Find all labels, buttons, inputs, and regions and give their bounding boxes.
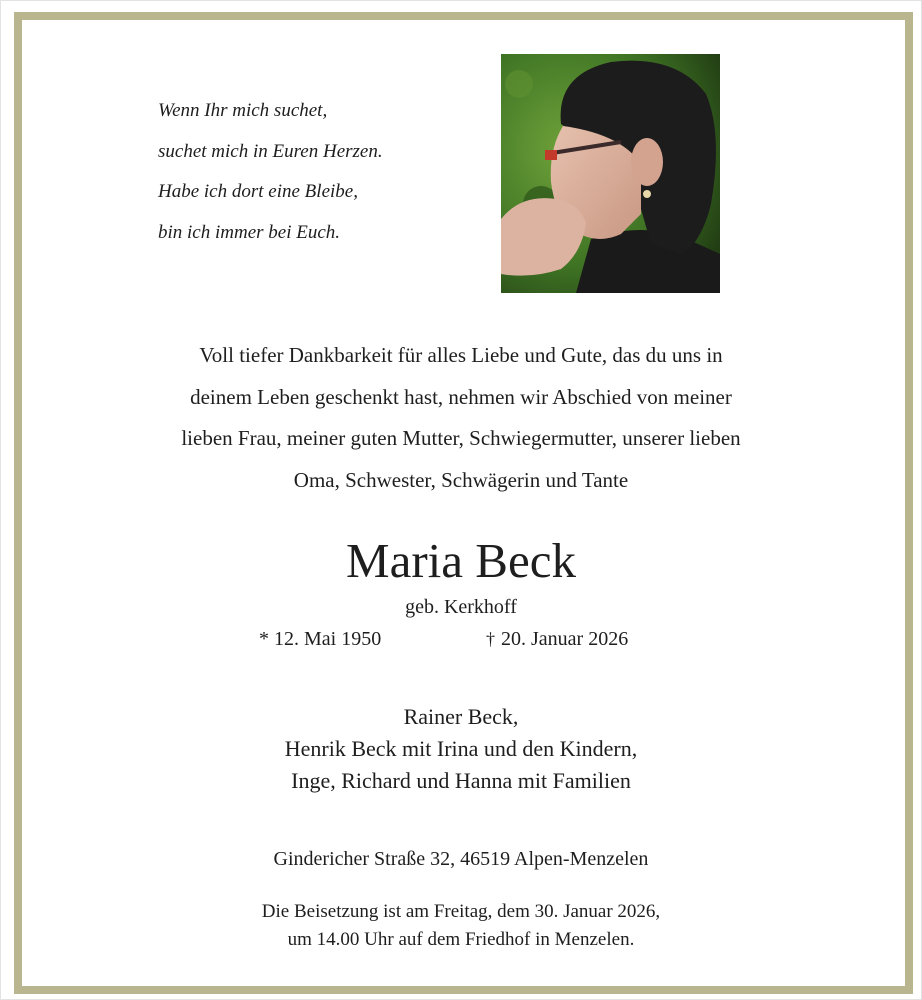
poem-line: bin ich immer bei Euch.	[158, 221, 341, 243]
cross-icon: †	[486, 629, 495, 649]
portrait-photo	[501, 54, 720, 293]
intro-text	[0, 338, 922, 504]
deceased-name: Maria Beck	[346, 533, 576, 588]
burial-line: um 14.00 Uhr auf dem Friedhof in Menzelen.	[287, 929, 635, 950]
intro-line: deinem Leben geschenkt hast, nehmen wir Abschied von meiner	[190, 384, 732, 409]
intro-line: Oma, Schwester, Schwägerin und Tante	[293, 467, 629, 492]
address: Gindericher Straße 32, 46519 Alpen-Menzelen	[273, 848, 649, 870]
poem	[158, 96, 478, 258]
intro-line: Voll tiefer Dankbarkeit für alles Liebe und Gute, das du uns in	[199, 343, 723, 367]
poem-line: Wenn Ihr mich suchet,	[158, 100, 328, 121]
birth-date: * 12. Mai 1950	[259, 628, 382, 650]
death-date-group	[486, 623, 628, 655]
maiden-name: geb. Kerkhoff	[405, 596, 517, 618]
poem-line: suchet mich in Euren Herzen.	[158, 140, 383, 162]
mourner-line: Inge, Richard und Hanna mit Familien	[291, 768, 631, 793]
burial-line: Die Beisetzung ist am Freitag, dem 30. Januar 2026,	[261, 901, 661, 922]
mourner-line: Henrik Beck mit Irina und den Kindern,	[284, 736, 638, 761]
mourner-line: Rainer Beck,	[403, 704, 519, 729]
death-date: 20. Januar 2026	[501, 628, 629, 650]
intro-line: lieben Frau, meiner guten Mutter, Schwiegermutter, unserer lieben	[181, 426, 741, 450]
poem-line: Habe ich dort eine Bleibe,	[158, 181, 358, 202]
mourners	[0, 701, 922, 797]
burial-info	[0, 898, 922, 954]
